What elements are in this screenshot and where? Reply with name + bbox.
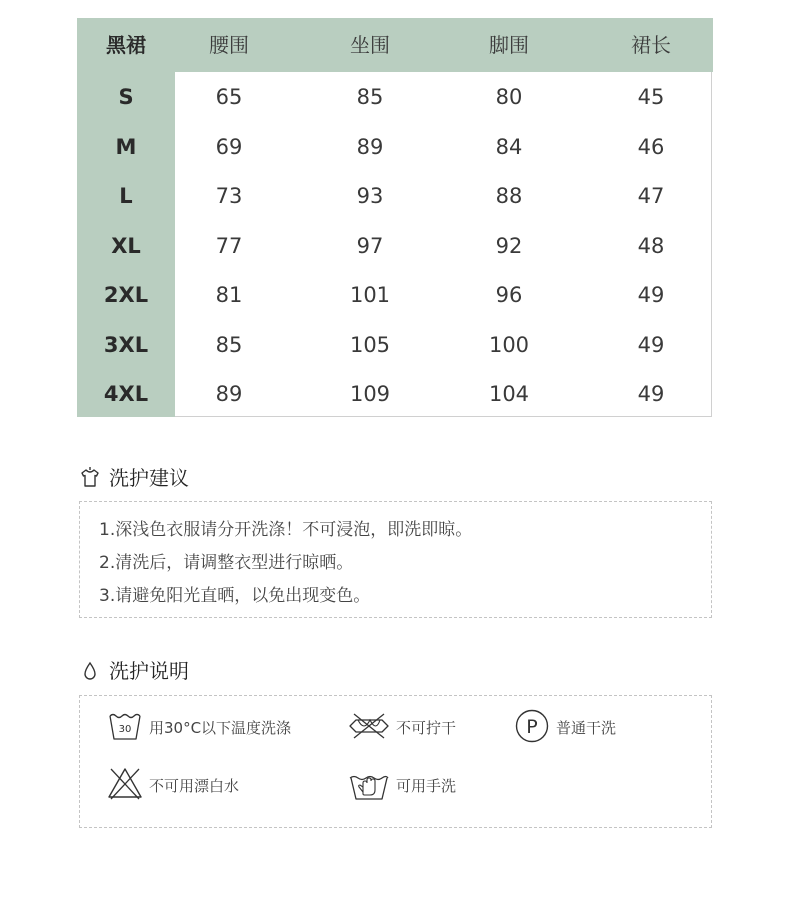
care-label-no-wring: 不可拧干 <box>396 719 457 737</box>
hip-cell: 93 <box>356 184 384 208</box>
care-label-no-bleach: 不可用漂白水 <box>149 777 240 795</box>
tshirt-icon <box>78 466 102 490</box>
care-label-dry-clean: 普通干洗 <box>556 719 617 737</box>
hip-cell: 97 <box>356 233 384 258</box>
length-cell: 49 <box>637 382 665 406</box>
care-label-hand-wash: 可用手洗 <box>396 777 457 795</box>
waist-cell: 85 <box>215 332 243 357</box>
size-cell: M <box>115 134 137 159</box>
hip-cell: 89 <box>356 134 384 159</box>
hem-cell: 88 <box>495 184 523 208</box>
length-cell: 46 <box>637 134 665 159</box>
size-cell: 2XL <box>103 283 149 307</box>
hip-cell: 109 <box>349 382 391 406</box>
hip-cell: 85 <box>356 85 384 109</box>
advice-line-2: 2.清洗后，请调整衣型进行晾晒。 <box>99 553 354 573</box>
size-cell: S <box>118 85 134 109</box>
hem-cell: 104 <box>488 382 530 406</box>
advice-line-1: 1.深浅色衣服请分开洗涤！不可浸泡，即洗即晾。 <box>99 520 473 540</box>
hem-cell: 92 <box>495 233 523 258</box>
care-item-no-wring <box>348 708 488 748</box>
header-cell-hem: 脚围 <box>489 33 529 57</box>
length-cell: 45 <box>637 85 665 109</box>
waist-cell: 73 <box>215 184 243 208</box>
size-cell: 3XL <box>103 332 149 357</box>
svg-text:P: P <box>526 716 538 738</box>
length-cell: 48 <box>637 233 665 258</box>
waist-cell: 81 <box>215 283 243 307</box>
size-table-header <box>77 18 713 72</box>
no-wring-icon <box>348 708 390 744</box>
dry-clean-p-icon <box>514 708 550 744</box>
care-item-dry-clean <box>514 708 654 748</box>
size-cell: L <box>119 184 133 208</box>
header-cell-style: 黑裙 <box>106 33 146 57</box>
care-item-hand-wash <box>348 766 488 806</box>
care-advice-title-label: 洗护建议 <box>109 466 189 490</box>
waist-cell: 89 <box>215 382 243 406</box>
hem-cell: 96 <box>495 283 523 307</box>
hem-cell: 84 <box>495 134 523 159</box>
hip-cell: 101 <box>349 283 391 307</box>
waist-cell: 77 <box>215 233 243 258</box>
svg-text:30: 30 <box>118 724 132 735</box>
size-table <box>77 18 712 417</box>
length-cell: 49 <box>637 332 665 357</box>
care-advice-box <box>79 501 712 618</box>
hand-wash-icon <box>348 766 390 802</box>
care-instructions-title-label: 洗护说明 <box>109 659 189 683</box>
length-cell: 47 <box>637 184 665 208</box>
header-cell-waist: 腰围 <box>209 33 249 57</box>
length-cell: 49 <box>637 283 665 307</box>
waist-cell: 65 <box>215 85 243 109</box>
care-item-wash-30 <box>107 708 337 748</box>
care-item-no-bleach <box>107 766 287 806</box>
hem-cell: 100 <box>488 332 530 357</box>
water-drop-icon <box>78 659 102 683</box>
size-cell: 4XL <box>103 382 149 406</box>
header-cell-length: 裙长 <box>631 33 671 57</box>
no-bleach-icon <box>107 766 143 802</box>
advice-line-3: 3.请避免阳光直晒，以免出现变色。 <box>99 586 371 606</box>
wash-30-icon <box>107 708 143 744</box>
care-label-wash-30: 用30°C以下温度洗涤 <box>149 719 292 737</box>
hem-cell: 80 <box>495 85 523 109</box>
waist-cell: 69 <box>215 134 243 159</box>
header-cell-hip: 坐围 <box>350 33 390 57</box>
size-cell: XL <box>111 233 141 258</box>
hip-cell: 105 <box>349 332 391 357</box>
care-instructions-box <box>79 695 712 828</box>
